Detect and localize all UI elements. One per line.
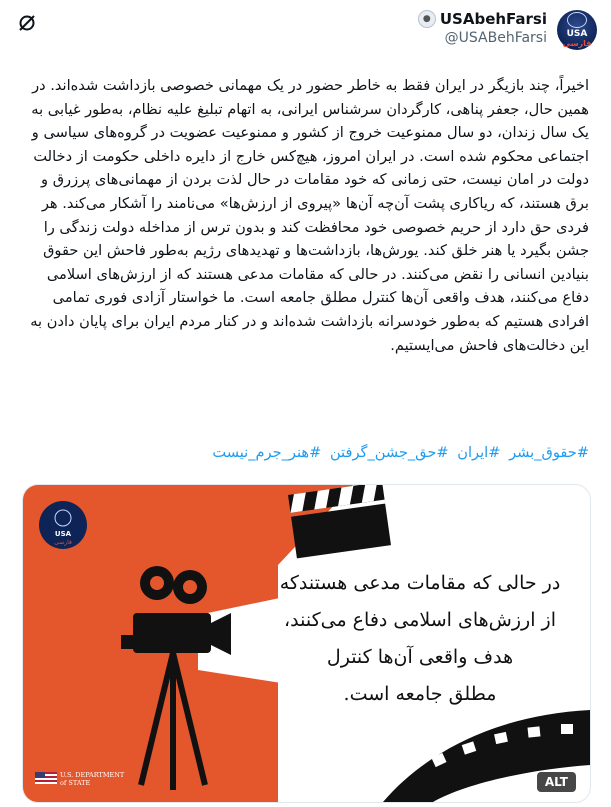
caption-line-4: مطلق جامعه است. [343,683,497,705]
grok-icon[interactable] [16,12,38,34]
post-body: اخیراً، چند بازیگر در ایران فقط به خاطر حضور در یک مهمانی خصوصی بازداشت شده‌اند. در همین حال، جعفر پناهی، کارگردان سرشناس ایرانی، به اتهام تبلیغ علیه نظام، به‌طور غیابی به یک سال زندان، دو سال ممنوعیت خروج از کشور و ممنوعیت عضویت در گروه‌های سیاسی و اجتماعی محکوم شده است. در ایران امروز، هیچ‌کس خارج از دایره داخلی حکومت از دخالت دولت در امان نیست، حتی زمانی که خود مقامات در حال لذت بردن از مهمانی‌های پرزرق و برق هستند، که ریاکاری پشت آن‌چه آن‌ها «پیروی از ارزش‌ها» می‌نامند را آشکار می‌کند. هر فردی حق دارد از حریم خصوصی خود محافظت کند و بدون ترس از مداخله دولت زندگی را جشن بگیرد یا هنر خلق کند. یورش‌ها، بازداشت‌ها و تهدیدهای رژیم به‌طور فاحش این حقوق بنیادین انسانی را نقض می‌کنند. در حالی که مقامات مدعی هستند که از ارزش‌های اسلامی دفاع می‌کنند، هدف واقعی آن‌ها کنترل مطلق جامعه است. ما خواستار آزادی فوری تمامی افرادی هستیم که به‌طور خودسرانه بازداشت شده‌اند و در کنار مردم ایران برای پایان دادن به این دخالت‌های فاحش می‌ایستیم. [30,77,589,354]
alt-badge[interactable]: ALT [537,772,576,792]
hashtag-right-to-celebrate[interactable]: #حق_جشن_گرفتن [329,444,449,461]
avatar[interactable] [557,10,597,50]
hashtag-art-is-not-crime[interactable]: #هنر_جرم_نیست [212,444,322,461]
verified-badge-icon: ● [418,10,436,28]
caption-line-3: هدف واقعی آن‌ها کنترل [326,646,514,668]
dept-of-state-logo [60,771,124,787]
clapperboard-icon [288,485,391,558]
caption-line-2: از ارزش‌های اسلامی دفاع می‌کنند، [284,609,556,631]
dept-line-2: of STATE [60,779,91,787]
display-name-row[interactable] [418,10,547,28]
hashtag-human-rights[interactable]: #حقوق_بشر [509,444,589,461]
author-names [418,10,547,46]
hashtag-iran[interactable]: #ایران [457,444,501,461]
dept-line-1: U.S. DEPARTMENT [60,771,125,779]
svg-text:فارسی: فارسی [54,539,72,546]
display-name[interactable]: USAbehFarsi [439,10,547,28]
seal-icon [567,12,587,28]
hashtags [22,444,589,461]
us-flag-icon [35,772,57,784]
handle[interactable]: @USABehFarsi [444,30,547,46]
svg-text:USA: USA [54,530,72,538]
post-header [14,8,597,56]
caption-line-1: در حالی که مقامات مدعی هستندکه [279,572,561,594]
avatar-text: USA [566,29,588,39]
image-caption [265,565,575,713]
avatar-red-text: فارسی [562,39,592,48]
